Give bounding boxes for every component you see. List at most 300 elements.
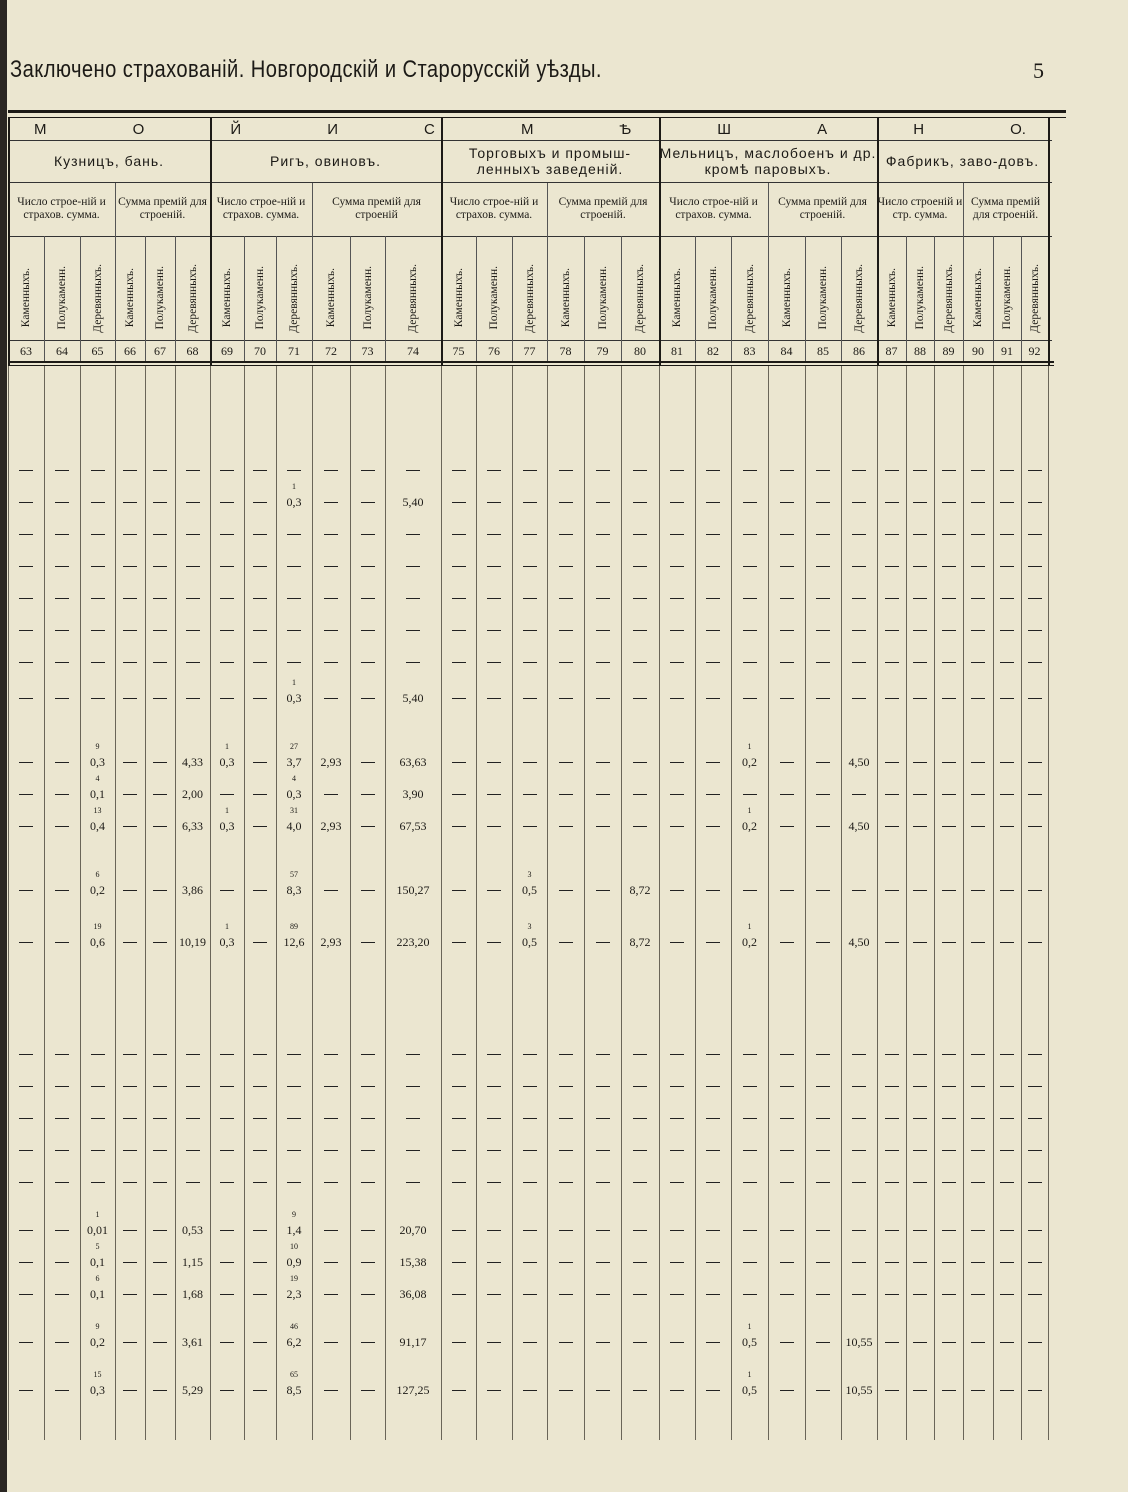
- empty-dash: [123, 470, 137, 471]
- empty-dash: [852, 598, 866, 599]
- column-rule: [841, 236, 842, 361]
- column-rule: [1021, 236, 1022, 361]
- empty-dash: [780, 890, 794, 891]
- empty-dash: [523, 534, 537, 535]
- book-spine-edge: [0, 0, 7, 1492]
- empty-dash: [670, 1294, 684, 1295]
- header-letter: О: [132, 120, 145, 138]
- empty-dash: [287, 1182, 301, 1183]
- empty-dash: [253, 470, 267, 471]
- table-cell: 150,27: [396, 883, 430, 897]
- table-cell: 3,86: [182, 883, 203, 897]
- empty-dash: [220, 794, 234, 795]
- empty-dash: [523, 762, 537, 763]
- empty-dash: [123, 566, 137, 567]
- group-heading: Фабрикъ, заво-довъ.: [885, 153, 1040, 169]
- empty-dash: [633, 1294, 647, 1295]
- subgroup-heading: Число строеній и стр. сумма.: [877, 196, 963, 221]
- empty-dash: [324, 534, 338, 535]
- empty-dash: [55, 630, 69, 631]
- column-name-text: Деревянныхъ.: [91, 263, 104, 333]
- empty-dash: [361, 1342, 375, 1343]
- empty-dash: [885, 794, 899, 795]
- empty-dash: [559, 1054, 573, 1055]
- empty-dash: [596, 794, 610, 795]
- empty-dash: [1028, 598, 1042, 599]
- empty-dash: [287, 1086, 301, 1087]
- column-name: [385, 238, 441, 358]
- empty-dash: [487, 1342, 501, 1343]
- empty-dash: [743, 1086, 757, 1087]
- column-name-text: Деревянныхъ.: [186, 263, 199, 333]
- empty-dash: [743, 794, 757, 795]
- empty-dash: [852, 662, 866, 663]
- empty-dash: [913, 1342, 927, 1343]
- empty-dash: [706, 1086, 720, 1087]
- empty-dash: [253, 1086, 267, 1087]
- column-number: 91: [1001, 344, 1013, 358]
- empty-dash: [324, 502, 338, 503]
- header-letter-row: [8, 118, 1052, 140]
- empty-dash: [1000, 942, 1014, 943]
- empty-dash: [220, 1262, 234, 1263]
- table-cell: 0,2: [90, 883, 105, 897]
- empty-dash: [186, 1054, 200, 1055]
- column-rule: [768, 183, 769, 361]
- column-rule: [805, 236, 806, 361]
- empty-dash: [523, 470, 537, 471]
- empty-dash: [19, 890, 33, 891]
- empty-dash: [913, 826, 927, 827]
- table-cell: 6,33: [182, 819, 203, 833]
- column-name: [441, 238, 476, 358]
- empty-dash: [1000, 662, 1014, 663]
- empty-dash: [361, 1390, 375, 1391]
- column-rule: [731, 236, 732, 361]
- empty-dash: [559, 794, 573, 795]
- column-name: [512, 238, 547, 358]
- empty-dash: [324, 1342, 338, 1343]
- column-number: 79: [596, 344, 609, 358]
- empty-dash: [452, 1118, 466, 1119]
- column-name: [244, 238, 276, 358]
- column-name-text: Деревянныхъ.: [288, 263, 300, 333]
- empty-dash: [523, 1118, 537, 1119]
- empty-dash: [706, 470, 720, 471]
- column-name: [805, 238, 841, 358]
- empty-dash: [706, 566, 720, 567]
- cell-count: 1: [225, 922, 229, 931]
- table-cell: 2,3: [286, 1287, 302, 1301]
- empty-dash: [1028, 1182, 1042, 1183]
- empty-dash: [153, 794, 167, 795]
- table-cell: 0,2: [742, 935, 757, 949]
- empty-dash: [816, 890, 830, 891]
- empty-dash: [633, 698, 647, 699]
- empty-dash: [361, 1118, 375, 1119]
- empty-dash: [706, 826, 720, 827]
- empty-dash: [186, 1118, 200, 1119]
- column-rule: [1048, 118, 1050, 365]
- empty-dash: [633, 794, 647, 795]
- column-name-text: Полукаменн.: [254, 266, 266, 330]
- empty-dash: [852, 1230, 866, 1231]
- column-name: [145, 238, 175, 358]
- table-cell: 1,15: [182, 1255, 203, 1269]
- empty-dash: [559, 942, 573, 943]
- empty-dash: [220, 502, 234, 503]
- empty-dash: [1028, 942, 1042, 943]
- empty-dash: [706, 1342, 720, 1343]
- empty-dash: [913, 1150, 927, 1151]
- empty-dash: [452, 566, 466, 567]
- empty-dash: [596, 1294, 610, 1295]
- empty-dash: [633, 1086, 647, 1087]
- empty-dash: [523, 826, 537, 827]
- empty-dash: [406, 1150, 420, 1151]
- empty-dash: [816, 630, 830, 631]
- column-name-text: Деревянныхъ.: [407, 263, 419, 333]
- empty-dash: [559, 1294, 573, 1295]
- empty-dash: [913, 630, 927, 631]
- column-rule: [80, 236, 81, 361]
- empty-dash: [253, 1262, 267, 1263]
- empty-dash: [91, 1182, 105, 1183]
- empty-dash: [452, 502, 466, 503]
- empty-dash: [523, 1262, 537, 1263]
- empty-dash: [971, 502, 985, 503]
- column-number: 74: [407, 344, 419, 358]
- empty-dash: [596, 698, 610, 699]
- empty-dash: [220, 1230, 234, 1231]
- empty-dash: [55, 1182, 69, 1183]
- empty-dash: [55, 1390, 69, 1391]
- column-rule-body: [175, 366, 176, 1440]
- header-letter: Н: [913, 120, 925, 138]
- empty-dash: [361, 1182, 375, 1183]
- empty-dash: [1028, 1118, 1042, 1119]
- empty-dash: [780, 698, 794, 699]
- empty-dash: [153, 942, 167, 943]
- empty-dash: [153, 1294, 167, 1295]
- empty-dash: [253, 662, 267, 663]
- empty-dash: [852, 794, 866, 795]
- empty-dash: [852, 698, 866, 699]
- column-rule: [145, 236, 146, 361]
- empty-dash: [452, 1390, 466, 1391]
- empty-dash: [1000, 826, 1014, 827]
- empty-dash: [153, 1182, 167, 1183]
- empty-dash: [487, 662, 501, 663]
- empty-dash: [706, 762, 720, 763]
- subgroup-heading: Сумма премій для строеній.: [970, 196, 1041, 221]
- header-letter: С: [424, 120, 435, 138]
- empty-dash: [780, 502, 794, 503]
- empty-dash: [55, 1230, 69, 1231]
- empty-dash: [942, 1118, 956, 1119]
- column-number: 66: [124, 344, 136, 358]
- empty-dash: [91, 1150, 105, 1151]
- empty-dash: [452, 1342, 466, 1343]
- column-number: 75: [452, 344, 465, 358]
- column-name: [621, 238, 659, 358]
- empty-dash: [816, 794, 830, 795]
- empty-dash: [361, 942, 375, 943]
- empty-dash: [743, 566, 757, 567]
- empty-dash: [559, 762, 573, 763]
- empty-dash: [324, 662, 338, 663]
- empty-dash: [19, 534, 33, 535]
- empty-dash: [596, 826, 610, 827]
- empty-dash: [559, 1118, 573, 1119]
- empty-dash: [942, 1342, 956, 1343]
- empty-dash: [324, 1150, 338, 1151]
- empty-dash: [186, 630, 200, 631]
- empty-dash: [324, 890, 338, 891]
- empty-dash: [153, 1118, 167, 1119]
- empty-dash: [885, 1118, 899, 1119]
- empty-dash: [123, 890, 137, 891]
- cell-count: 13: [93, 806, 102, 815]
- empty-dash: [1000, 1182, 1014, 1183]
- empty-dash: [452, 1230, 466, 1231]
- empty-dash: [942, 1230, 956, 1231]
- empty-dash: [780, 1294, 794, 1295]
- empty-dash: [55, 598, 69, 599]
- empty-dash: [852, 630, 866, 631]
- column-rule: [621, 236, 622, 361]
- column-number: 65: [91, 344, 104, 358]
- empty-dash: [487, 502, 501, 503]
- empty-dash: [743, 534, 757, 535]
- table-cell: 5,40: [402, 495, 424, 509]
- empty-dash: [1028, 794, 1042, 795]
- column-number: 68: [186, 344, 199, 358]
- page-title: Заключено страхованій. Новгородскій и Старорусскій уѣзды.: [10, 56, 602, 83]
- empty-dash: [780, 1118, 794, 1119]
- column-rule-body: [768, 366, 769, 1440]
- empty-dash: [1028, 1230, 1042, 1231]
- table-cell: 0,9: [286, 1255, 302, 1269]
- empty-dash: [153, 762, 167, 763]
- empty-dash: [287, 1118, 301, 1119]
- empty-dash: [633, 762, 647, 763]
- empty-dash: [559, 890, 573, 891]
- header-grid-line: [8, 182, 1052, 183]
- empty-dash: [1000, 598, 1014, 599]
- empty-dash: [91, 662, 105, 663]
- empty-dash: [706, 630, 720, 631]
- empty-dash: [220, 534, 234, 535]
- empty-dash: [19, 762, 33, 763]
- empty-dash: [780, 1390, 794, 1391]
- empty-dash: [361, 1230, 375, 1231]
- empty-dash: [971, 662, 985, 663]
- column-rule-body: [695, 366, 696, 1440]
- empty-dash: [913, 794, 927, 795]
- empty-dash: [361, 1086, 375, 1087]
- empty-dash: [523, 662, 537, 663]
- empty-dash: [913, 762, 927, 763]
- empty-dash: [1000, 470, 1014, 471]
- empty-dash: [913, 598, 927, 599]
- column-name: [659, 238, 695, 358]
- empty-dash: [885, 1230, 899, 1231]
- empty-dash: [559, 662, 573, 663]
- empty-dash: [153, 662, 167, 663]
- empty-dash: [452, 762, 466, 763]
- empty-dash: [1028, 1294, 1042, 1295]
- column-name-text: Деревянныхъ.: [634, 263, 646, 333]
- empty-dash: [885, 1342, 899, 1343]
- empty-dash: [324, 566, 338, 567]
- empty-dash: [885, 630, 899, 631]
- table-cell: 0,1: [90, 787, 105, 801]
- empty-dash: [942, 534, 956, 535]
- table-cell: 0,2: [742, 755, 757, 769]
- empty-dash: [220, 1294, 234, 1295]
- empty-dash: [253, 698, 267, 699]
- empty-dash: [19, 566, 33, 567]
- empty-dash: [1000, 1118, 1014, 1119]
- cell-count: 9: [292, 1210, 296, 1219]
- empty-dash: [123, 1294, 137, 1295]
- empty-dash: [287, 598, 301, 599]
- empty-dash: [487, 762, 501, 763]
- cell-count: 89: [290, 922, 298, 931]
- empty-dash: [596, 630, 610, 631]
- empty-dash: [780, 1054, 794, 1055]
- column-name-text: Каменныхъ.: [559, 268, 572, 328]
- empty-dash: [153, 470, 167, 471]
- empty-dash: [816, 502, 830, 503]
- empty-dash: [596, 942, 610, 943]
- empty-dash: [487, 534, 501, 535]
- empty-dash: [559, 566, 573, 567]
- empty-dash: [406, 598, 420, 599]
- empty-dash: [153, 502, 167, 503]
- column-number: 76: [488, 344, 500, 358]
- empty-dash: [220, 1342, 234, 1343]
- empty-dash: [1028, 1150, 1042, 1151]
- empty-dash: [1000, 794, 1014, 795]
- empty-dash: [19, 598, 33, 599]
- group-heading: Торговыхъ и промыш-ленныхъ заведеній.: [468, 145, 632, 177]
- empty-dash: [852, 470, 866, 471]
- empty-dash: [816, 1054, 830, 1055]
- empty-dash: [55, 534, 69, 535]
- empty-dash: [913, 698, 927, 699]
- table-cell: 3,90: [402, 787, 424, 801]
- empty-dash: [670, 566, 684, 567]
- table-cell: 4,0: [286, 819, 302, 833]
- table-cell: 67,53: [399, 819, 427, 833]
- column-name: [1021, 238, 1048, 358]
- empty-dash: [1000, 1294, 1014, 1295]
- column-name-text: Полукаменн.: [596, 266, 609, 330]
- empty-dash: [253, 566, 267, 567]
- column-name: [547, 238, 584, 358]
- empty-dash: [153, 1262, 167, 1263]
- cell-count: 1: [747, 1322, 752, 1331]
- empty-dash: [942, 470, 956, 471]
- empty-dash: [324, 794, 338, 795]
- cell-count: 1: [747, 922, 752, 931]
- header-letter: А: [817, 120, 828, 138]
- empty-dash: [596, 762, 610, 763]
- cell-count: 6: [95, 870, 100, 879]
- column-rule: [512, 236, 513, 361]
- empty-dash: [816, 1182, 830, 1183]
- empty-dash: [1028, 826, 1042, 827]
- empty-dash: [19, 794, 33, 795]
- table-cell: 0,3: [286, 495, 302, 509]
- empty-dash: [452, 1294, 466, 1295]
- column-rule: [115, 183, 116, 361]
- empty-dash: [706, 1230, 720, 1231]
- empty-dash: [633, 1054, 647, 1055]
- empty-dash: [253, 1230, 267, 1231]
- empty-dash: [743, 1118, 757, 1119]
- empty-dash: [670, 794, 684, 795]
- empty-dash: [885, 1054, 899, 1055]
- table-cell: 0,5: [522, 883, 537, 897]
- empty-dash: [706, 794, 720, 795]
- empty-dash: [670, 942, 684, 943]
- column-name-text: Каменныхъ.: [20, 268, 32, 328]
- empty-dash: [220, 1390, 234, 1391]
- empty-dash: [324, 1086, 338, 1087]
- empty-dash: [743, 1054, 757, 1055]
- column-name-text: Полукаменн.: [914, 266, 926, 330]
- empty-dash: [706, 698, 720, 699]
- empty-dash: [91, 566, 105, 567]
- empty-dash: [19, 1086, 33, 1087]
- empty-dash: [670, 534, 684, 535]
- empty-dash: [913, 890, 927, 891]
- column-name-text: Деревянныхъ.: [942, 263, 955, 333]
- empty-dash: [153, 534, 167, 535]
- column-name-text: Полукаменн.: [488, 266, 500, 330]
- empty-dash: [942, 1294, 956, 1295]
- table-cell: 2,00: [182, 787, 203, 801]
- empty-dash: [706, 1054, 720, 1055]
- empty-dash: [487, 630, 501, 631]
- empty-dash: [406, 534, 420, 535]
- empty-dash: [1000, 502, 1014, 503]
- empty-dash: [1028, 566, 1042, 567]
- empty-dash: [91, 1054, 105, 1055]
- empty-dash: [123, 1390, 137, 1391]
- subgroup-heading: Число строе-ній и страхов. сумма.: [216, 196, 306, 221]
- empty-dash: [885, 1182, 899, 1183]
- column-name: [276, 238, 312, 358]
- empty-dash: [1000, 762, 1014, 763]
- table-cell: 0,4: [90, 819, 105, 833]
- empty-dash: [19, 942, 33, 943]
- column-rule-body: [547, 366, 548, 1440]
- empty-dash: [487, 1262, 501, 1263]
- column-name: [476, 238, 512, 358]
- empty-dash: [287, 1054, 301, 1055]
- empty-dash: [523, 502, 537, 503]
- empty-dash: [1028, 1262, 1042, 1263]
- empty-dash: [452, 470, 466, 471]
- empty-dash: [559, 1262, 573, 1263]
- subgroup-heading: Число строе-ній и страхов. сумма.: [449, 196, 539, 221]
- empty-dash: [971, 1182, 985, 1183]
- empty-dash: [633, 598, 647, 599]
